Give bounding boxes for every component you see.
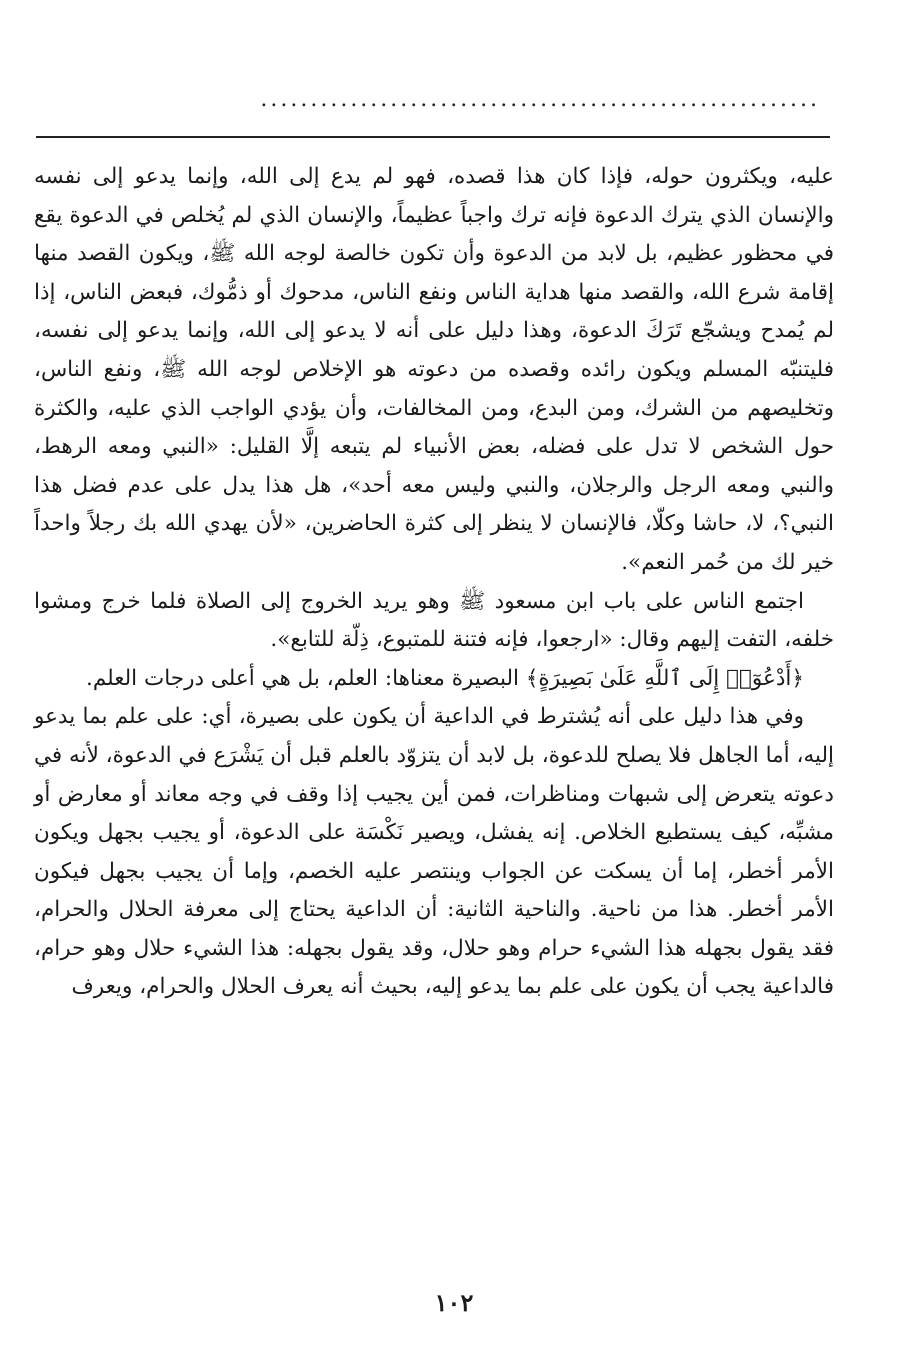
paragraph-1: عليه، ويكثرون حوله، فإذا كان هذا قصده، فهو لم يدع إلى الله، وإنما يدعو إلى نفسه والإنسان الذي يترك الدعوة فإنه ترك واجباً عظيماً، والإنسان الذي لم يُخلص في الدعوة يقع في محظور عظيم، بل لابد من الدعوة وأن تكون خالصة لوجه الله ﷺ، ويكون القصد منها إقامة شرع الله، والقصد منها هداية الناس ونفع الناس، مدحوك أو ذمُّوك، فبعض الناس، إذا لم يُمدح ويشجّع تَرَكَ الدعوة، وهذا دليل على أنه لا يدعو إلى الله، وإنما يدعو إلى نفسه، فليتنبّه المسلم ويكون رائده وقصده من دعوته هو الإخلاص لوجه الله ﷺ، ونفع الناس، وتخليصهم من الشرك، ومن البدع، ومن المخالفات، وأن يؤدي الواجب الذي عليه، والكثرة حول الشخص لا تدل على فضله، بعض الأنبياء لم يتبعه إلَّا القليل: «النبي ومعه الرهط، والنبي ومعه الرجل والرجلان، والنبي وليس معه أحد»، هل هذا يدل على عدم فضل هذا النبي؟، لا، حاشا وكلّا، فالإنسان لا ينظر إلى كثرة الحاضرين، «لأن يهدي الله بك رجلاً واحداً خير لك من حُمر النعم». — [34, 164, 834, 575]
header-divider — [36, 136, 830, 138]
page-number: ١٠٢ — [434, 1288, 474, 1317]
main-text — [34, 158, 834, 1007]
paragraph-2: اجتمع الناس على باب ابن مسعود ﷺ وهو يريد الخروج إلى الصلاة فلما خرج ومشوا خلفه، التفت إليهم وقال: «ارجعوا، فإنه فتنة للمتبوع، ذِلّة للتابع». — [34, 588, 834, 653]
paragraph-4: وفي هذا دليل على أنه يُشترط في الداعية أن يكون على بصيرة، أي: على علم بما يدعو إليه، أما الجاهل فلا يصلح للدعوة، بل لابد أن يتزوّد بالعلم قبل أن يَشْرَع في الدعوة، لأنه في دعوته يتعرض إلى شبهات ومناظرات، فمن أين يجيب إذا وقف في وجه معاند أو معارض أو مشبِّه، كيف يستطيع الخلاص. إنه يفشل، ويصير نَكْسَة على الدعوة، أو يجيب بجهل ويكون الأمر أخطر، إما أن يسكت عن الجواب وينتصر عليه الخصم، وإما أن يجيب بجهل فيكون الأمر أخطر. هذا من ناحية. والناحية الثانية: أن الداعية يحتاج إلى معرفة الحلال والحرام، فقد يقول بجهله هذا الشيء حرام وهو حلال، وقد يقول بجهله: هذا الشيء حلال وهو حرام، فالداعية يجب أن يكون على علم بما يدعو إليه، بحيث أنه يعرف الحلال والحرام، ويعرف — [34, 704, 834, 1000]
header-dotted-line: ........................................................ — [260, 88, 820, 112]
paragraph-3: ﴿أَدْعُوٓا۟ إِلَى ٱللَّهِ عَلَىٰ بَصِيرَةٍ﴾ البصيرة معناها: العلم، بل هي أعلى درجات العلم. — [86, 665, 804, 691]
